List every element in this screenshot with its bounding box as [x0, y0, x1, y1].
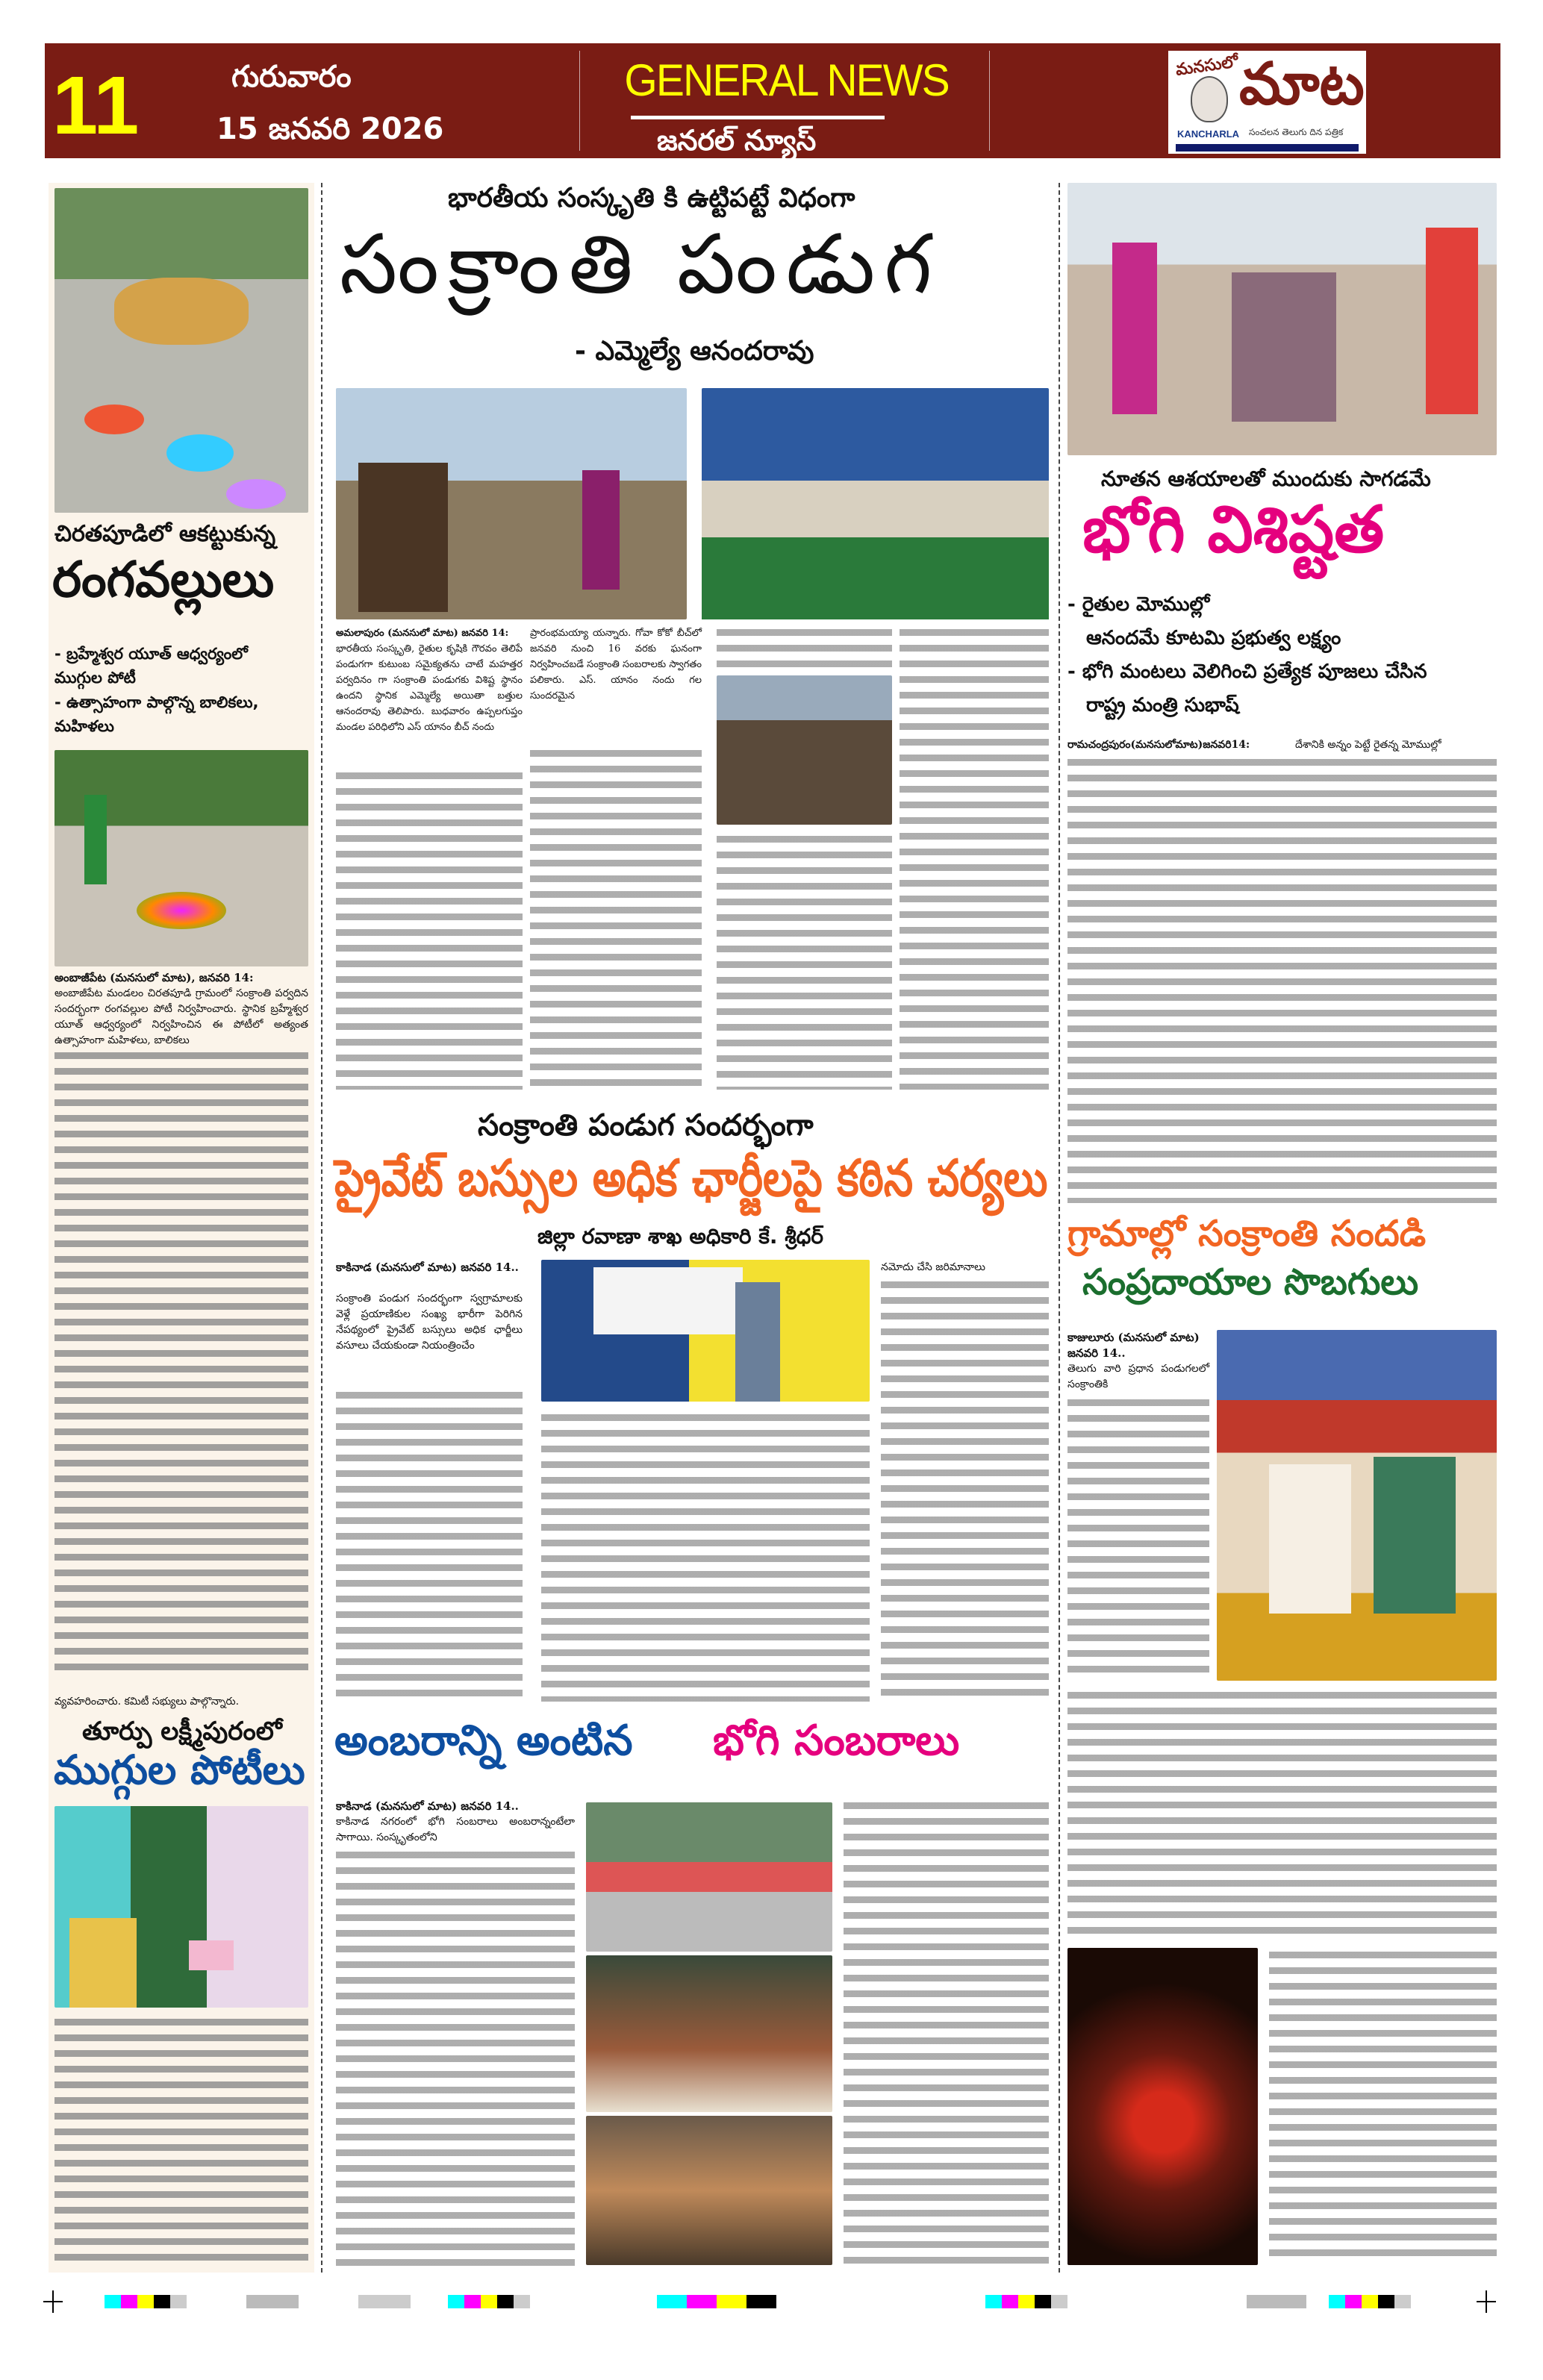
story-body-text [1067, 1396, 1209, 1679]
story-body-text [541, 1411, 870, 1702]
column-divider [1059, 183, 1060, 2273]
story-bullet: ఆనందమే కూటమి ప్రభుత్వ లక్ష్యం [1086, 627, 1341, 649]
story-body-text [1067, 755, 1497, 1203]
story-body-text [54, 1049, 308, 1675]
logo-bar [1176, 144, 1359, 152]
dateline: అంబాజీపేట (మనసులో మాట), జనవరి 14: [54, 971, 254, 984]
story-kicker: నూతన ఆశయాలతో ముందుకు సాగడమే [1101, 466, 1431, 491]
story-headline-part1: గ్రామాల్లో సంక్రాంతి సందడి [1067, 1213, 1427, 1255]
rangoli-photo-2 [54, 750, 308, 966]
dateline: రామచంద్రపురం(మనసులోమాట)జనవరి14: [1067, 739, 1250, 751]
story-headline: రంగవల్లులు [52, 551, 275, 608]
story-kicker: చిరతపూడిలో ఆకట్టుకున్న [54, 521, 276, 547]
muggulu-winners-photo [54, 1806, 308, 2008]
section-title-te: జనరల్ న్యూస్ [657, 124, 817, 157]
story-body: తెలుగు వారి ప్రధాన పండుగలలో సంక్రాంతికి [1067, 1363, 1209, 1390]
family-photo [586, 1802, 832, 1952]
story-body-text [717, 625, 892, 670]
story-byline: - ఎమ్మెల్యే ఆనందరావు [575, 336, 814, 366]
bhogi-fire-photo [586, 2116, 832, 2265]
story-headline-part1: అంబరాన్ని అంటిన [334, 1717, 633, 1765]
story-body: సంక్రాంతి పండుగ సందర్భంగా స్వగ్రామాలకు వెళ్లే ప్రయాణికుల సంఖ్య భారీగా పెరిగిన నేపథ్యంలో ప్రైవేట్ బస్సులు అధిక ఛార్జీలు వసూలు చేయకుండా నియంత్రించేం [336, 1293, 523, 1352]
story-body-text [900, 625, 1049, 1090]
dateline: కాజులూరు (మనసులో మాట) జనవరి 14.. [1067, 1331, 1200, 1360]
dateline: కాకినాడ (మనసులో మాట) జనవరి 14.. [336, 1261, 519, 1274]
story-kicker: తూర్పు లక్ష్మీపురంలో [82, 1717, 282, 1746]
bonfire-photo [336, 388, 687, 619]
story-body: ప్రారంభమయ్యా యన్నారు. గోవా కోకో బీచ్‌లో జనవరి నుంచి 16 వరకు ఘనంగా నిర్వహించబడే సంక్రాంతి సంబరాలకు స్వాగతం పలికారు. ఎస్. యానం నందు గల సుందరమైన [530, 628, 702, 702]
story-bullet: - బ్రహ్మేశ్వర యూత్ ఆధ్వర్యంలో ముగ్గుల పోటీ [54, 645, 248, 687]
logo-big-text: మాట [1239, 51, 1365, 118]
story-body-text [717, 832, 892, 1090]
story-bullet: - ఉత్సాహంగా పాల్గొన్న బాలికలు, మహిళలు [54, 693, 259, 735]
story-body: దేశానికి అన్నం పెట్టే రైతన్న మోముల్లో [1295, 739, 1441, 751]
dateline: అమలాపురం (మనసులో మాట) జనవరి 14: [336, 628, 509, 639]
print-registration-bar [0, 2295, 1543, 2310]
story-body-text [336, 1388, 523, 1702]
dateline: కాకినాడ (మనసులో మాట) జనవరి 14.. [336, 1799, 519, 1813]
story-headline-part2: సంప్రదాయాల సొబగులు [1082, 1261, 1419, 1303]
masthead [45, 43, 1500, 158]
story-headline: భోగి విశిష్టత [1082, 493, 1385, 567]
story-body-text [54, 2015, 308, 2261]
story-body: భారతీయ సంస్కృతి, రైతుల కృషికి గౌరవం తెలిపే పండుగగా కుటుంబ సమైక్యతను చాటే మహత్తర పర్వదినం గా సంక్రాంతి పండుగకు విశిష్ట స్థానం ఉందని స్థానిక ఎమ్మెల్యే అయితా బత్తుల ఆనందరావు తెలిపారు. బుధవారం ఉప్పలగుప్తం మండల పరిధిలోని ఎస్ యానం బీచ్ నందు [336, 643, 523, 733]
date: 15 జనవరి 2026 [216, 112, 444, 146]
section-title-en: GENERAL NEWS [624, 55, 949, 105]
story-body: అంబాజీపేట మండలం చిరతపూడి గ్రామంలో సంక్రాంతి పర్వదిన సందర్భంగా రంగవల్లుల పోటీ నిర్వహించారు. స్థానిక బ్రహ్మేశ్వర యూత్ ఆధ్వర్యంలో నిర్వహించిన ఈ పోటీలో అత్యంత ఉత్సాహంగా మహిళలు, బాలికలు [54, 987, 308, 1046]
divider [989, 51, 990, 151]
divider [579, 51, 580, 151]
minister-bhogi-photo [1067, 183, 1497, 455]
column-divider [321, 183, 322, 2273]
story-bullet: - రైతుల మోముల్లో [1067, 593, 1210, 616]
story-headline: సంక్రాంతి పండుగ [340, 216, 941, 312]
sankranti-couple-photo [1217, 1330, 1497, 1681]
logo-brand: KANCHARLA [1177, 128, 1240, 140]
story-body-end: వ్యవహరించారు. కమిటీ సభ్యులు పాల్గొన్నారు. [54, 1696, 240, 1708]
story-body-text [844, 1799, 1049, 2265]
day: గురువారం [231, 60, 352, 94]
crowd-photo [717, 675, 892, 825]
page-number: 11 [52, 60, 140, 152]
portrait-icon [1191, 76, 1228, 122]
story-body-text [1067, 1688, 1497, 1938]
story-body-text [530, 746, 702, 1090]
story-bullet: - భోగి మంటలు వెలిగించి ప్రత్యేక పూజలు చేసిన [1067, 660, 1427, 683]
story-kicker: సంక్రాంతి పండుగ సందర్భంగా [478, 1108, 814, 1143]
story-body-text [336, 769, 523, 1090]
story-body-text [881, 1278, 1049, 1702]
story-headline-part2: భోగి సంబరాలు [713, 1717, 960, 1765]
divider [631, 116, 885, 119]
story-headline: ముగ్గుల పోటీలు [54, 1746, 305, 1793]
rangoli-photo [54, 188, 308, 513]
bonfire-ritual-photo [586, 1955, 832, 2112]
story-body: కాకినాడ నగరంలో భోగి సంబరాలు అంబరాన్నంటేలా సాగాయి. సంస్కృతంలోని [336, 1816, 575, 1843]
story-bullet: రాష్ట్ర మంత్రి సుభాష్ [1086, 694, 1239, 716]
story-body: నమోదు చేసి జరిమానాలు [881, 1261, 985, 1273]
story-headline: ప్రైవేట్ బస్సుల అధిక ఛార్జీలపై కఠిన చర్యలు [334, 1149, 1048, 1208]
newspaper-logo [1168, 51, 1366, 154]
story-body-text [336, 1848, 575, 2266]
bhogi-bonfire-photo [1067, 1948, 1258, 2265]
logo-tagline: సంచలన తెలుగు దిన పత్రిక [1249, 127, 1344, 137]
event-stage-photo [702, 388, 1049, 619]
story-body-text [1269, 1948, 1497, 2265]
story-byline: జిల్లా రవాణా శాఖ అధికారి కే. శ్రీధర్ [537, 1224, 824, 1249]
story-kicker: భారతీయ సంస్కృతి కి ఉట్టిపట్టే విధంగా [448, 183, 855, 213]
logo-small-text: మనసులో [1174, 52, 1240, 80]
transport-officer-photo [541, 1260, 870, 1402]
